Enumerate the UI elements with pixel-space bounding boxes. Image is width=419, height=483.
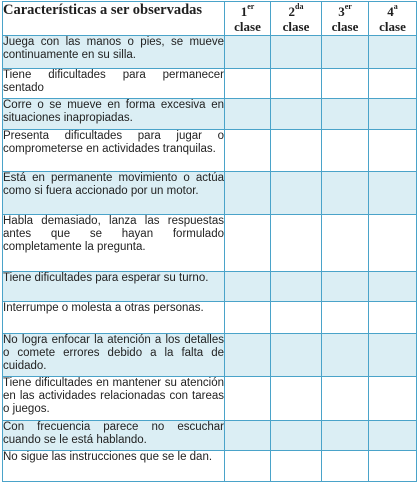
class-3-number: 3	[338, 3, 345, 19]
class-1-cell[interactable]	[225, 69, 271, 99]
class-1-cell[interactable]	[225, 172, 271, 215]
class-3-cell[interactable]	[322, 421, 369, 451]
class-1-cell[interactable]	[225, 36, 271, 69]
table-row	[3, 69, 417, 99]
class-2-cell[interactable]	[271, 421, 322, 451]
class-4-header	[369, 2, 417, 36]
table-row	[3, 36, 417, 69]
table-row	[3, 334, 417, 377]
class-4-cell[interactable]	[369, 36, 417, 69]
class-1-cell[interactable]	[225, 130, 271, 172]
table-row	[3, 215, 417, 272]
class-3-cell[interactable]	[322, 36, 369, 69]
header-row	[3, 2, 417, 36]
class-2-cell[interactable]	[271, 99, 322, 130]
row-description: Con frecuencia parece no escuchar cuando se le está hablando.	[3, 421, 225, 451]
class-2-cell[interactable]	[271, 451, 322, 482]
class-1-cell[interactable]	[225, 334, 271, 377]
class-1-number: 1	[240, 3, 248, 19]
class-1-cell[interactable]	[225, 377, 271, 421]
class-3-cell[interactable]	[322, 377, 369, 421]
class-1-cell[interactable]	[225, 272, 271, 302]
class-1-cell[interactable]	[225, 215, 271, 272]
table-row	[3, 421, 417, 451]
class-2-cell[interactable]	[271, 69, 322, 99]
class-4-cell[interactable]	[369, 99, 417, 130]
class-1-word: clase	[234, 18, 261, 34]
class-3-header	[322, 2, 369, 36]
class-3-cell[interactable]	[322, 99, 369, 130]
table-row	[3, 172, 417, 215]
class-2-header	[271, 2, 322, 36]
table-row	[3, 451, 417, 482]
class-3-cell[interactable]	[322, 302, 369, 334]
class-4-cell[interactable]	[369, 421, 417, 451]
class-3-word: clase	[331, 18, 359, 34]
table-row	[3, 99, 417, 130]
row-description: Presenta dificultades para jugar o comprometerse en actividades tranquilas.	[3, 130, 225, 172]
class-4-suffix: a	[393, 1, 398, 11]
class-2-cell[interactable]	[271, 377, 322, 421]
row-description: Interrumpe o molesta a otras personas.	[3, 302, 225, 334]
class-4-cell[interactable]	[369, 272, 417, 302]
class-3-cell[interactable]	[322, 272, 369, 302]
class-1-header	[225, 2, 271, 36]
class-3-cell[interactable]	[322, 215, 369, 272]
observation-table	[2, 1, 417, 482]
class-3-cell[interactable]	[322, 334, 369, 377]
class-4-cell[interactable]	[369, 334, 417, 377]
class-4-cell[interactable]	[369, 215, 417, 272]
class-2-cell[interactable]	[271, 172, 322, 215]
row-description: Corre o se mueve en forma excesiva en situaciones inapropiadas.	[3, 99, 225, 130]
class-4-cell[interactable]	[369, 302, 417, 334]
class-2-cell[interactable]	[271, 130, 322, 172]
row-description: Tiene dificultades en mantener su atención en las actividades relacionadas con tareas o juegos.	[3, 377, 225, 421]
class-2-word: clase	[282, 18, 310, 34]
row-description: Está en permanente movimiento o actúa como si fuera accionado por un motor.	[3, 172, 225, 215]
row-description: Juega con las manos o pies, se mueve continuamente en su silla.	[3, 36, 225, 69]
class-1-suffix: er	[247, 1, 255, 11]
class-2-cell[interactable]	[271, 215, 322, 272]
class-1-cell[interactable]	[225, 99, 271, 130]
class-2-number: 2	[288, 3, 296, 19]
class-2-cell[interactable]	[271, 302, 322, 334]
class-1-cell[interactable]	[225, 421, 271, 451]
class-3-cell[interactable]	[322, 69, 369, 99]
class-2-cell[interactable]	[271, 334, 322, 377]
row-description: Habla demasiado, lanza las respuestas antes que se hayan formulado completamente la pregunta.	[3, 215, 225, 272]
table-row	[3, 377, 417, 421]
class-4-cell[interactable]	[369, 451, 417, 482]
row-description: No logra enfocar la atención a los detalles o comete errores debido a la falta de cuidado.	[3, 334, 225, 377]
class-3-cell[interactable]	[322, 172, 369, 215]
class-4-cell[interactable]	[369, 69, 417, 99]
class-4-cell[interactable]	[369, 172, 417, 215]
class-4-cell[interactable]	[369, 130, 417, 172]
table-row	[3, 302, 417, 334]
row-description: Tiene dificultades para esperar su turno.	[3, 272, 225, 302]
row-description: Tiene dificultades para permanecer sentado	[3, 69, 225, 99]
class-3-cell[interactable]	[322, 451, 369, 482]
class-2-cell[interactable]	[271, 272, 322, 302]
class-2-suffix: da	[295, 1, 304, 11]
class-1-cell[interactable]	[225, 302, 271, 334]
feature-column-header: Características a ser observadas	[3, 2, 225, 36]
class-4-cell[interactable]	[369, 377, 417, 421]
row-description: No sigue las instrucciones que se le dan.	[3, 451, 225, 482]
class-4-number: 4	[387, 3, 394, 19]
class-3-suffix: er	[344, 1, 352, 11]
class-3-cell[interactable]	[322, 130, 369, 172]
table-row	[3, 272, 417, 302]
class-1-cell[interactable]	[225, 451, 271, 482]
class-2-cell[interactable]	[271, 36, 322, 69]
class-4-word: clase	[379, 18, 406, 34]
table-row	[3, 130, 417, 172]
